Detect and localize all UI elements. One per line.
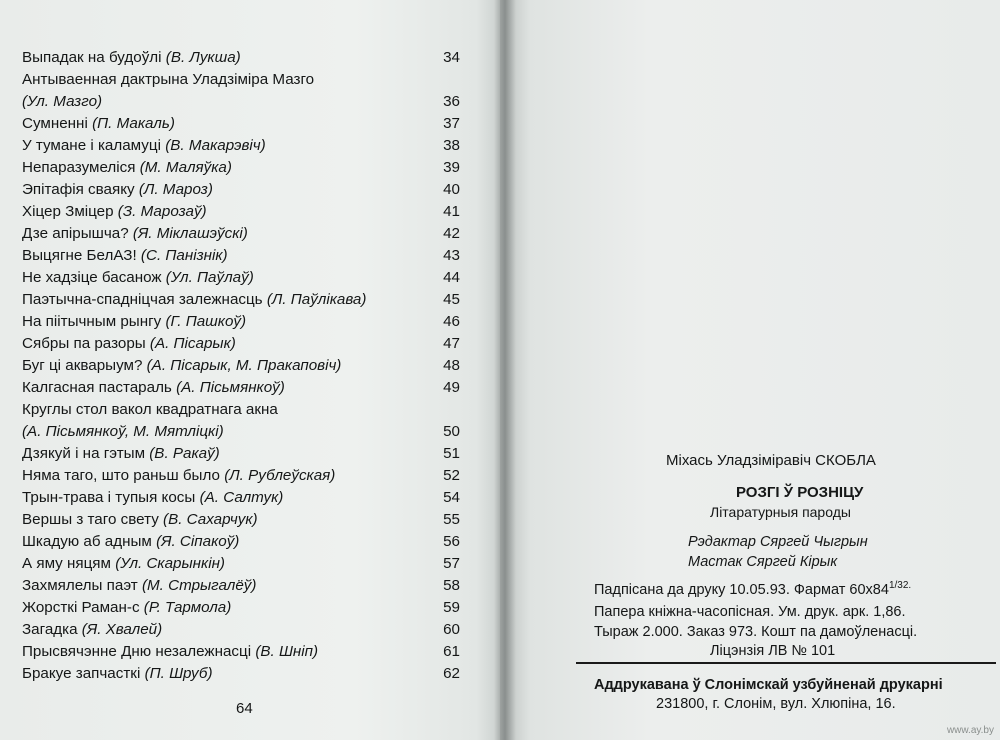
toc-entry-author: (Я. Міклашэўскі) <box>132 225 248 242</box>
toc-entry-author: (Ул. Мазго) <box>22 93 103 110</box>
toc-entry-page: 52 <box>443 467 460 484</box>
toc-entry-page: 40 <box>443 181 460 198</box>
toc-entry <box>22 377 460 399</box>
toc-entry-title: Няма таго, што раньш было <box>22 467 220 484</box>
toc-entry-text <box>22 377 285 399</box>
imprint-printer: Аддрукавана ў Слонімскай узбуйненай друкарні <box>594 677 943 693</box>
toc-entry-page: 43 <box>443 247 460 264</box>
toc-entry <box>22 333 460 355</box>
toc-entry-author: (Ул. Скарынкін) <box>115 555 225 572</box>
toc-entry-text <box>22 179 213 201</box>
imprint-genre: Літаратурныя пароды <box>710 504 851 520</box>
toc-entry-page: 48 <box>443 357 460 374</box>
toc-entry-author: (В. Лукша) <box>165 49 241 66</box>
toc-entry-page: 56 <box>443 533 460 550</box>
toc-entry <box>22 663 460 685</box>
toc-entry-title: Бракуе запчасткі <box>22 665 141 682</box>
toc-entry <box>22 289 460 311</box>
toc-entry-text <box>22 267 254 289</box>
toc-entry-title: Непаразумеліся <box>22 159 136 176</box>
toc-entry-title: Прысвячэнне Дню незалежнасці <box>22 643 252 660</box>
watermark: www.ay.by <box>946 725 994 736</box>
toc-entry-page: 59 <box>443 599 460 616</box>
toc-entry-author: (Я. Хвалей) <box>81 621 163 638</box>
toc-entry-text <box>22 619 162 641</box>
imprint-run: Тыраж 2.000. Заказ 973. Кошт па дамоўленасці. <box>594 624 918 640</box>
toc-entry-text <box>22 157 232 179</box>
toc-entry-title: Сябры па разоры <box>22 335 146 352</box>
toc-entry-title: На піітычным рынгу <box>22 313 162 330</box>
toc-entry-author: (М. Маляўка) <box>139 159 232 176</box>
toc-entry-author: (Р. Тармола) <box>143 599 232 616</box>
toc-entry <box>22 201 460 223</box>
toc-entry-author: (А. Пісарык) <box>149 335 236 352</box>
toc-entry-title: Захмялелы паэт <box>22 577 138 594</box>
toc-entry <box>22 69 460 91</box>
toc-entry-title: Загадка <box>22 621 78 638</box>
toc-entry-title: Не хадзіце басанож <box>22 269 162 286</box>
toc-entry-page: 46 <box>443 313 460 330</box>
toc-entry-author: (Л. Паўлікава) <box>266 291 367 308</box>
toc-entry-author: (З. Марозаў) <box>117 203 207 220</box>
toc-entry-text <box>22 641 318 663</box>
toc-entry-page: 38 <box>443 137 460 154</box>
toc-entry-text <box>22 399 278 421</box>
toc-entry-page: 44 <box>443 269 460 286</box>
toc-entry <box>22 311 460 333</box>
toc-entry-page: 42 <box>443 225 460 242</box>
toc-entry-text <box>22 597 231 619</box>
toc-entry-author: (Я. Сіпакоў) <box>156 533 240 550</box>
imprint-author: Міхась Уладзіміравіч СКОБЛА <box>666 452 876 469</box>
toc-entry-title: У тумане і каламуці <box>22 137 161 154</box>
toc-entry-page: 55 <box>443 511 460 528</box>
imprint-title: РОЗГІ Ў РОЗНІЦУ <box>736 484 864 501</box>
book-gutter <box>494 0 516 740</box>
toc-entry <box>22 267 460 289</box>
imprint-divider <box>576 662 996 664</box>
imprint-artist: Мастак Сяргей Кірык <box>688 554 838 570</box>
toc-entry-text <box>22 663 213 685</box>
toc-entry-title: Буг ці акварыум? <box>22 357 143 374</box>
toc-entry-text <box>22 553 225 575</box>
toc-entry <box>22 421 460 443</box>
toc-entry <box>22 355 460 377</box>
imprint-license: Ліцэнзія ЛВ № 101 <box>710 643 836 659</box>
toc-entry-title: Вершы з таго свету <box>22 511 159 528</box>
toc-entry-title: Круглы стол вакол квадратнага акна <box>22 401 278 418</box>
toc-entry-author: (П. Шруб) <box>144 665 213 682</box>
toc-entry-author: (С. Панізнік) <box>140 247 228 264</box>
toc-entry-text <box>22 531 239 553</box>
toc-entry-text <box>22 465 335 487</box>
toc-entry-page: 41 <box>443 203 460 220</box>
toc-entry <box>22 553 460 575</box>
toc-entry-page: 50 <box>443 423 460 440</box>
toc-entry <box>22 443 460 465</box>
toc-entry-author: (Ул. Паўлаў) <box>165 269 254 286</box>
toc-entry-title: Калгасная пастараль <box>22 379 172 396</box>
toc-entry <box>22 47 460 69</box>
imprint-paper: Папера кніжна-часопісная. Ум. друк. арк. 1,86. <box>594 604 906 620</box>
toc-entry-page: 34 <box>443 49 460 66</box>
imprint-address: 231800, г. Слонім, вул. Хлюпіна, 16. <box>656 696 896 712</box>
toc-entry-title: Дзякуй і на гэтым <box>22 445 146 462</box>
toc-entry <box>22 157 460 179</box>
toc-entry-page: 51 <box>443 445 460 462</box>
toc-entry-text <box>22 421 224 443</box>
toc-entry <box>22 465 460 487</box>
toc-entry-text <box>22 355 341 377</box>
toc-entry <box>22 619 460 641</box>
toc-entry <box>22 135 460 157</box>
toc-entry-page: 39 <box>443 159 460 176</box>
toc-entry-page: 37 <box>443 115 460 132</box>
toc-entry-page: 47 <box>443 335 460 352</box>
toc-entry <box>22 487 460 509</box>
toc-entry-text <box>22 575 256 597</box>
toc-entry <box>22 113 460 135</box>
toc-entry-title: Сумненні <box>22 115 88 132</box>
toc-entry <box>22 575 460 597</box>
right-page <box>500 0 1000 740</box>
toc-entry-page: 62 <box>443 665 460 682</box>
toc-entry-author: (А. Салтук) <box>199 489 284 506</box>
toc-entry-text <box>22 69 314 91</box>
imprint-editor: Рэдактар Сяргей Чыгрын <box>688 534 868 550</box>
table-of-contents <box>22 47 460 685</box>
toc-entry-text <box>22 201 207 223</box>
toc-entry-title: Антываенная дактрына Уладзіміра Мазго <box>22 71 315 88</box>
toc-entry-title: Шкадую аб адным <box>22 533 152 550</box>
toc-entry-page: 60 <box>443 621 460 638</box>
toc-entry-text <box>22 135 266 157</box>
toc-entry-text <box>22 245 228 267</box>
toc-entry-page: 36 <box>443 93 460 110</box>
toc-entry <box>22 223 460 245</box>
toc-entry-author: (В. Макарэвіч) <box>165 137 266 154</box>
toc-entry-text <box>22 47 241 69</box>
toc-entry <box>22 399 460 421</box>
toc-entry-author: (А. Пісьмянкоў, М. Мятліцкі) <box>22 423 224 440</box>
toc-entry <box>22 641 460 663</box>
toc-entry-author: (М. Стрыгалёў) <box>141 577 257 594</box>
toc-entry-page: 49 <box>443 379 460 396</box>
toc-entry-page: 54 <box>443 489 460 506</box>
toc-entry <box>22 531 460 553</box>
toc-entry-author: (А. Пісьмянкоў) <box>176 379 285 396</box>
toc-entry-text <box>22 443 220 465</box>
toc-entry-text <box>22 333 236 355</box>
toc-entry-title: Жорсткі Раман-с <box>22 599 140 616</box>
toc-entry-author: (В. Шніп) <box>255 643 319 660</box>
toc-entry <box>22 91 460 113</box>
toc-entry-title: Выпадак на будоўлі <box>22 49 162 66</box>
toc-entry <box>22 597 460 619</box>
toc-entry-title: Хіцер Зміцер <box>22 203 114 220</box>
toc-entry-author: (Л. Мароз) <box>138 181 213 198</box>
toc-entry-text <box>22 289 366 311</box>
toc-entry-text <box>22 487 283 509</box>
toc-entry-page: 58 <box>443 577 460 594</box>
page-number: 64 <box>236 700 253 717</box>
toc-entry-page: 57 <box>443 555 460 572</box>
toc-entry-author: (П. Макаль) <box>92 115 175 132</box>
toc-entry-title: Эпітафія сваяку <box>22 181 135 198</box>
toc-entry <box>22 245 460 267</box>
toc-entry-page: 61 <box>443 643 460 660</box>
toc-entry-title: Трын-трава і тупыя косы <box>22 489 196 506</box>
toc-entry-title: Дзе апірышча? <box>22 225 129 242</box>
toc-entry <box>22 179 460 201</box>
toc-entry <box>22 509 460 531</box>
toc-entry-page: 45 <box>443 291 460 308</box>
toc-entry-author: (Л. Рублеўская) <box>224 467 336 484</box>
toc-entry-title: А яму няцям <box>22 555 111 572</box>
toc-entry-title: Паэтычна-спадніцчая залежнасць <box>22 291 263 308</box>
toc-entry-author: (Г. Пашкоў) <box>165 313 247 330</box>
toc-entry-author: (В. Сахарчук) <box>163 511 258 528</box>
toc-entry-text <box>22 509 258 531</box>
toc-entry-author: (В. Ракаў) <box>149 445 220 462</box>
toc-entry-text <box>22 113 175 135</box>
toc-entry-text <box>22 91 102 113</box>
toc-entry-text <box>22 223 248 245</box>
toc-entry-author: (А. Пісарык, М. Пракаповіч) <box>146 357 342 374</box>
toc-entry-text <box>22 311 246 333</box>
imprint-signed: Падпісана да друку 10.05.93. Фармат $60х84^{1/32.}$ <box>594 580 912 598</box>
toc-entry-title: Выцягне БелАЗ! <box>22 247 137 264</box>
